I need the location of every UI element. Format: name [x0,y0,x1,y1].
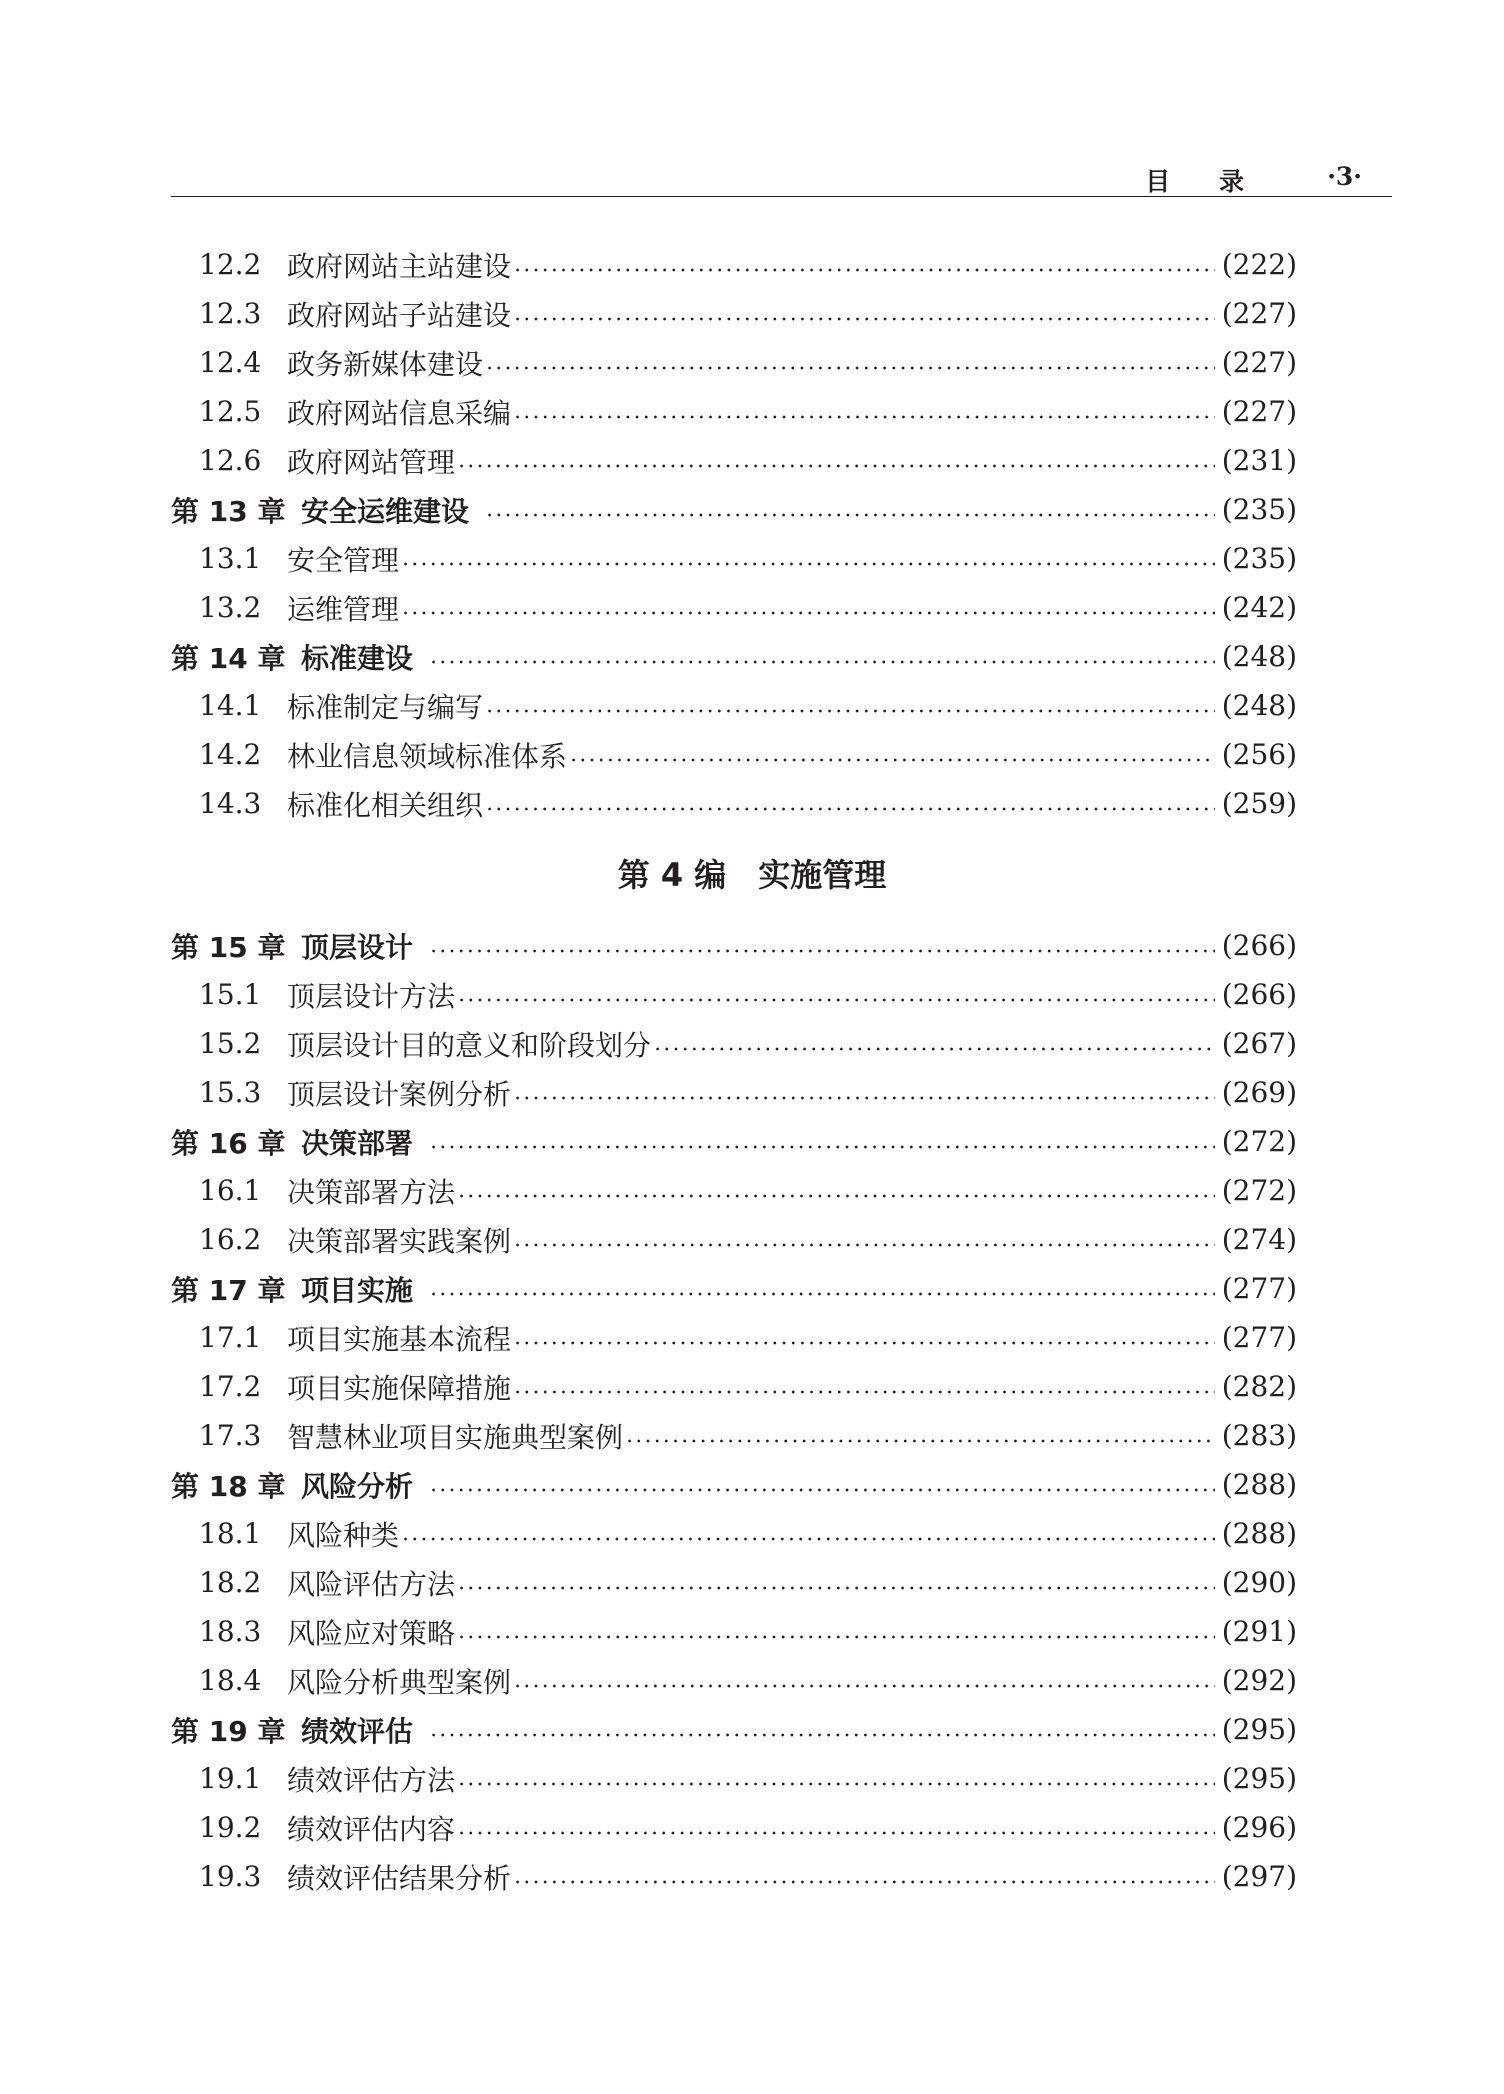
toc-entry-title: 政府网站主站建设 [287,249,512,283]
dot-leader [513,268,1215,272]
toc-entry-title: 顶层设计案例分析 [287,1077,512,1111]
toc-section-entry[interactable] [171,583,1297,632]
dot-leader [457,1831,1215,1835]
toc-entry-number: 18.1 [199,1517,262,1550]
toc-entry-title: 绩效评估结果分析 [287,1861,512,1895]
toc-entry-number: 12.5 [199,395,262,428]
toc-entry-title: 安全管理 [287,543,400,577]
toc-entry-title: 运维管理 [287,592,400,626]
dot-leader [485,807,1215,811]
toc-section-entry[interactable] [171,1754,1297,1803]
dot-leader [569,758,1215,762]
toc-entry-title: 智慧林业项目实施典型案例 [287,1420,624,1454]
toc-entry-number: 12.4 [199,346,262,379]
toc-chapter-entry[interactable] [171,1117,1297,1166]
toc-entry-title: 风险评估方法 [287,1567,456,1601]
toc-entry-title: 顶层设计 [301,930,414,964]
toc-entry-title: 风险应对策略 [287,1616,456,1650]
dot-leader [513,1684,1215,1688]
toc-chapter-entry[interactable] [171,1264,1297,1313]
toc-entry-page: (296) [1221,1811,1297,1844]
toc-entry-page: (283) [1221,1419,1297,1452]
toc-entry-title: 项目实施保障措施 [287,1371,512,1405]
toc-entry-title: 项目实施基本流程 [287,1322,512,1356]
toc-entry-title: 绩效评估 [301,1714,414,1748]
dot-leader [401,611,1215,615]
dot-leader [513,1390,1215,1394]
dot-leader [485,709,1215,713]
toc-entry-number: 第 19 章 [171,1714,286,1748]
toc-chapter-entry[interactable] [171,921,1297,970]
toc-entry-number: 13.2 [199,591,262,624]
toc-entry-number: 12.6 [199,444,262,477]
toc-entry-title: 安全运维建设 [301,494,470,528]
toc-section-entry[interactable] [171,1852,1297,1901]
dot-leader [457,1586,1215,1590]
part-heading [0,850,1504,896]
toc-entry-number: 18.4 [199,1664,262,1697]
toc-entry-page: (295) [1221,1713,1297,1746]
toc-entry-title: 标准制定与编写 [287,690,484,724]
toc-section-entry[interactable] [171,240,1297,289]
toc-section-entry[interactable] [171,1313,1297,1362]
toc-section-entry[interactable] [171,436,1297,485]
toc-entry-number: 12.2 [199,248,262,281]
dot-leader [485,366,1215,370]
toc-entry-page: (242) [1221,591,1297,624]
toc-list-top [171,240,1297,828]
toc-entry-title: 政府网站信息采编 [287,396,512,430]
toc-section-entry[interactable] [171,681,1297,730]
toc-entry-page: (272) [1221,1174,1297,1207]
toc-entry-title: 政府网站子站建设 [287,298,512,332]
toc-section-entry[interactable] [171,1607,1297,1656]
toc-section-entry[interactable] [171,1411,1297,1460]
toc-entry-page: (277) [1221,1272,1297,1305]
toc-entry-page: (248) [1221,689,1297,722]
toc-section-entry[interactable] [171,1509,1297,1558]
dot-leader [513,1243,1215,1247]
part-title: 实施管理 [758,856,887,894]
dot-leader [457,1635,1215,1639]
toc-entry-page: (231) [1221,444,1297,477]
toc-entry-number: 第 17 章 [171,1273,286,1307]
toc-entry-number: 17.2 [199,1370,262,1403]
toc-entry-number: 14.3 [199,787,262,820]
toc-entry-number: 18.3 [199,1615,262,1648]
toc-entry-number: 14.2 [199,738,262,771]
dot-leader [513,317,1215,321]
dot-leader [485,513,1215,517]
toc-entry-page: (266) [1221,978,1297,1011]
toc-entry-page: (267) [1221,1027,1297,1060]
toc-entry-number: 第 13 章 [171,494,286,528]
toc-section-entry[interactable] [171,534,1297,583]
toc-entry-page: (227) [1221,297,1297,330]
dot-leader [457,1782,1215,1786]
toc-entry-title: 决策部署方法 [287,1175,456,1209]
toc-section-entry[interactable] [171,1558,1297,1607]
dot-leader [457,464,1215,468]
toc-section-entry[interactable] [171,1019,1297,1068]
toc-entry-number: 19.3 [199,1860,262,1893]
toc-entry-title: 风险种类 [287,1518,400,1552]
toc-chapter-entry[interactable] [171,1460,1297,1509]
toc-section-entry[interactable] [171,1656,1297,1705]
toc-entry-page: (295) [1221,1762,1297,1795]
toc-entry-title: 顶层设计目的意义和阶段划分 [287,1028,652,1062]
toc-section-entry[interactable] [171,1068,1297,1117]
toc-entry-number: 19.1 [199,1762,262,1795]
toc-list-bottom [171,921,1297,1901]
toc-entry-page: (235) [1221,542,1297,575]
toc-entry-number: 15.2 [199,1027,262,1060]
toc-entry-page: (266) [1221,929,1297,962]
toc-entry-title: 项目实施 [301,1273,414,1307]
toc-entry-page: (235) [1221,493,1297,526]
toc-section-entry[interactable] [171,779,1297,828]
toc-section-entry[interactable] [171,730,1297,779]
dot-leader [429,1145,1215,1149]
toc-entry-number: 15.1 [199,978,262,1011]
toc-chapter-entry[interactable] [171,1705,1297,1754]
dot-leader [429,949,1215,953]
toc-entry-number: 第 16 章 [171,1126,286,1160]
toc-entry-number: 12.3 [199,297,262,330]
toc-entry-page: (288) [1221,1517,1297,1550]
toc-entry-page: (248) [1221,640,1297,673]
toc-entry-page: (282) [1221,1370,1297,1403]
toc-entry-page: (291) [1221,1615,1297,1648]
toc-entry-title: 顶层设计方法 [287,979,456,1013]
toc-entry-page: (292) [1221,1664,1297,1697]
toc-section-entry[interactable] [171,289,1297,338]
toc-entry-page: (272) [1221,1125,1297,1158]
toc-entry-title: 风险分析 [301,1469,414,1503]
header-page-number: ·3· [1327,162,1362,191]
toc-entry-page: (227) [1221,395,1297,428]
toc-chapter-entry[interactable] [171,485,1297,534]
toc-entry-page: (227) [1221,346,1297,379]
toc-entry-title: 政务新媒体建设 [287,347,484,381]
toc-entry-title: 决策部署 [301,1126,414,1160]
toc-section-entry[interactable] [171,1362,1297,1411]
toc-entry-page: (256) [1221,738,1297,771]
toc-entry-page: (259) [1221,787,1297,820]
toc-entry-page: (297) [1221,1860,1297,1893]
dot-leader [429,1292,1215,1296]
dot-leader [401,1537,1215,1541]
toc-section-entry[interactable] [171,970,1297,1019]
toc-entry-page: (277) [1221,1321,1297,1354]
toc-entry-number: 18.2 [199,1566,262,1599]
dot-leader [653,1047,1215,1051]
toc-section-entry[interactable] [171,387,1297,436]
part-number: 第 4 编 [617,856,727,894]
toc-section-entry[interactable] [171,338,1297,387]
toc-entry-page: (290) [1221,1566,1297,1599]
toc-entry-title: 绩效评估方法 [287,1763,456,1797]
toc-section-entry[interactable] [171,1215,1297,1264]
toc-entry-number: 17.3 [199,1419,262,1452]
toc-entry-number: 15.3 [199,1076,262,1109]
dot-leader [625,1439,1215,1443]
toc-section-entry[interactable] [171,1803,1297,1852]
toc-entry-page: (222) [1221,248,1297,281]
toc-entry-number: 17.1 [199,1321,262,1354]
toc-entry-page: (288) [1221,1468,1297,1501]
toc-section-entry[interactable] [171,1166,1297,1215]
dot-leader [513,415,1215,419]
dot-leader [457,998,1215,1002]
toc-entry-title: 标准化相关组织 [287,788,484,822]
dot-leader [513,1341,1215,1345]
toc-entry-number: 13.1 [199,542,262,575]
toc-entry-number: 第 15 章 [171,930,286,964]
toc-entry-title: 决策部署实践案例 [287,1224,512,1258]
dot-leader [429,1733,1215,1737]
toc-entry-title: 标准建设 [301,641,414,675]
dot-leader [513,1880,1215,1884]
toc-entry-number: 第 18 章 [171,1469,286,1503]
toc-chapter-entry[interactable] [171,632,1297,681]
dot-leader [429,1488,1215,1492]
toc-entry-number: 16.2 [199,1223,262,1256]
dot-leader [513,1096,1215,1100]
header-title: 目 录 [1145,167,1264,196]
toc-entry-page: (274) [1221,1223,1297,1256]
toc-entry-title: 林业信息领域标准体系 [287,739,568,773]
toc-entry-title: 风险分析典型案例 [287,1665,512,1699]
toc-entry-number: 第 14 章 [171,641,286,675]
toc-entry-number: 16.1 [199,1174,262,1207]
toc-entry-number: 14.1 [199,689,262,722]
dot-leader [401,562,1215,566]
dot-leader [429,660,1215,664]
dot-leader [457,1194,1215,1198]
running-header [171,160,1392,197]
toc-entry-title: 政府网站管理 [287,445,456,479]
toc-entry-number: 19.2 [199,1811,262,1844]
toc-entry-title: 绩效评估内容 [287,1812,456,1846]
toc-entry-page: (269) [1221,1076,1297,1109]
